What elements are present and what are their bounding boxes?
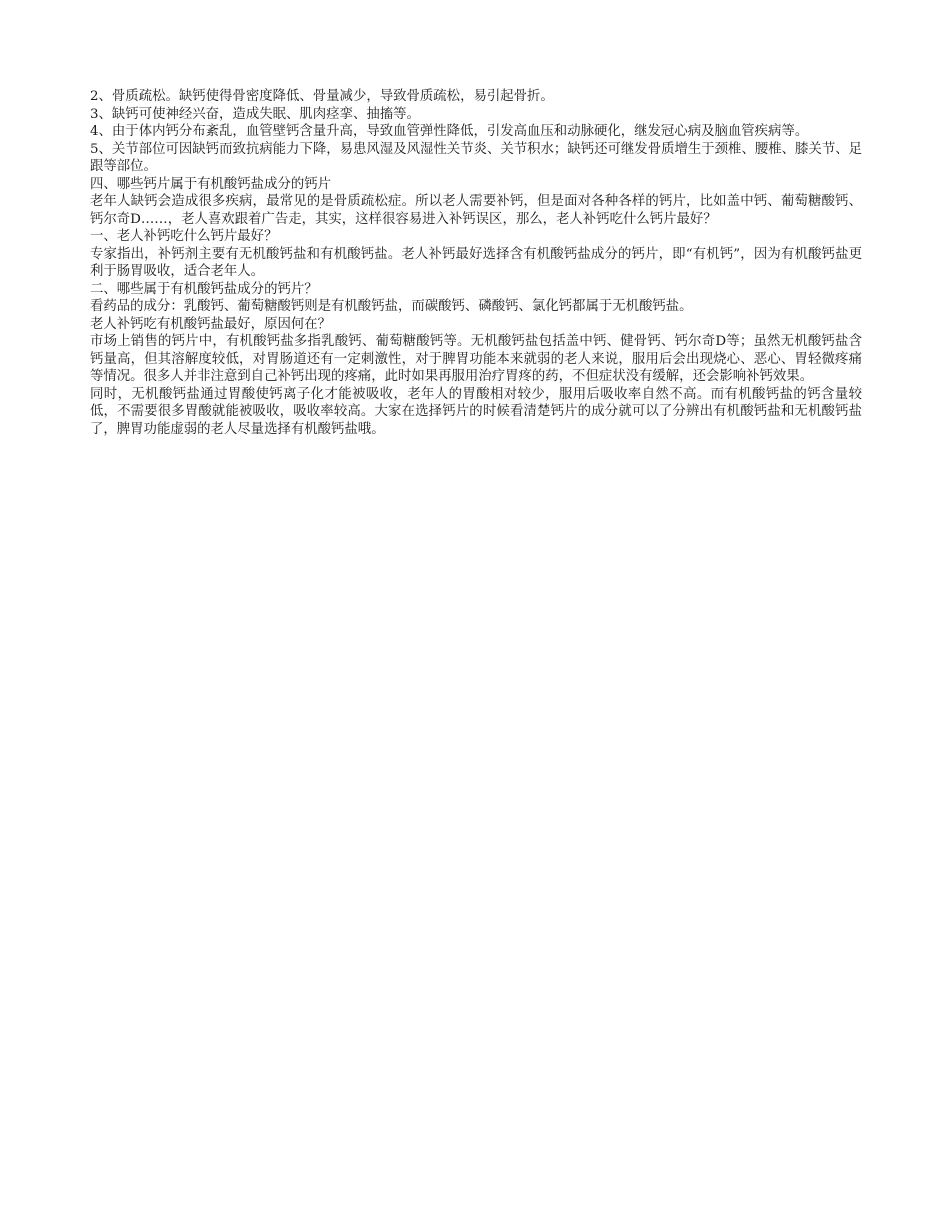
paragraph-nerve-excitation: 3、缺钙可使神经兴奋，造成失眠、肌肉痉挛、抽搐等。 [90,106,420,122]
paragraph-absorption: 同时，无机酸钙盐通过胃酸使钙离子化才能被吸收，老年人的胃酸相对较少，服用后吸收率自然不高。而有机酸钙盐的钙含量较低，不需要很多胃酸就能被吸收，吸收率较高。大家在选择钙片的时候看清楚钙片的成分就可以了分辨出有机酸钙盐和无机酸钙盐了，脾胃功能虚弱的老人尽量选择有机酸钙盐哦。 [90,386,862,437]
paragraph-elderly-intro: 老年人缺钙会造成很多疾病，最常见的是骨质疏松症。所以老人需要补钙，但是面对各种各样的钙片，比如盖中钙、葡萄糖酸钙、钙尔奇D……，老人喜欢跟着广告走，其实，这样很容易进入补钙误区，那么，老人补钙吃什么钙片最好？ [90,194,862,227]
heading-question-two: 二、哪些属于有机酸钙盐成分的钙片？ [90,281,318,297]
heading-section-four: 四、哪些钙片属于有机酸钙盐成分的钙片 [90,176,332,192]
paragraph-joint-disease: 5、关节部位可因缺钙而致抗病能力下降，易患风湿及风湿性关节炎、关节积水；缺钙还可继发骨质增生于颈椎、腰椎、膝关节、足跟等部位。 [90,141,862,174]
paragraph-market-products: 市场上销售的钙片中，有机酸钙盐多指乳酸钙、葡萄糖酸钙等。无机酸钙盐包括盖中钙、健骨钙、钙尔奇D等；虽然无机酸钙盐含钙量高，但其溶解度较低，对胃肠道还有一定刺激性，对于脾胃功能本来就弱的老人来说，服用后会出现烧心、恶心、胃轻微疼痛等情况。很多人并非注意到自己补钙出现的疼痛，此时如果再服用治疗胃疼的药，不但症状没有缓解，还会影响补钙效果。 [90,334,862,384]
document-body [90,88,862,438]
paragraph-osteoporosis: 2、骨质疏松。缺钙使得骨密度降低、骨量减少，导致骨质疏松，易引起骨折。 [90,89,554,104]
paragraph-expert-advice: 专家指出，补钙剂主要有无机酸钙盐和有机酸钙盐。老人补钙最好选择含有机酸钙盐成分的钙片，即“有机钙”，因为有机酸钙盐更利于肠胃吸收，适合老年人。 [90,246,862,279]
heading-question-one: 一、老人补钙吃什么钙片最好？ [90,229,278,244]
paragraph-ingredients: 看药品的成分：乳酸钙、葡萄糖酸钙则是有机酸钙盐，而碳酸钙、磷酸钙、氯化钙都属于无机酸钙盐。 [90,299,693,314]
paragraph-vascular-disease: 4、由于体内钙分布紊乱，血管壁钙含量升高，导致血管弹性降低，引发高血压和动脉硬化，继发冠心病及脑血管疾病等。 [90,124,809,139]
heading-reason: 老人补钙吃有机酸钙盐最好，原因何在？ [90,316,332,332]
